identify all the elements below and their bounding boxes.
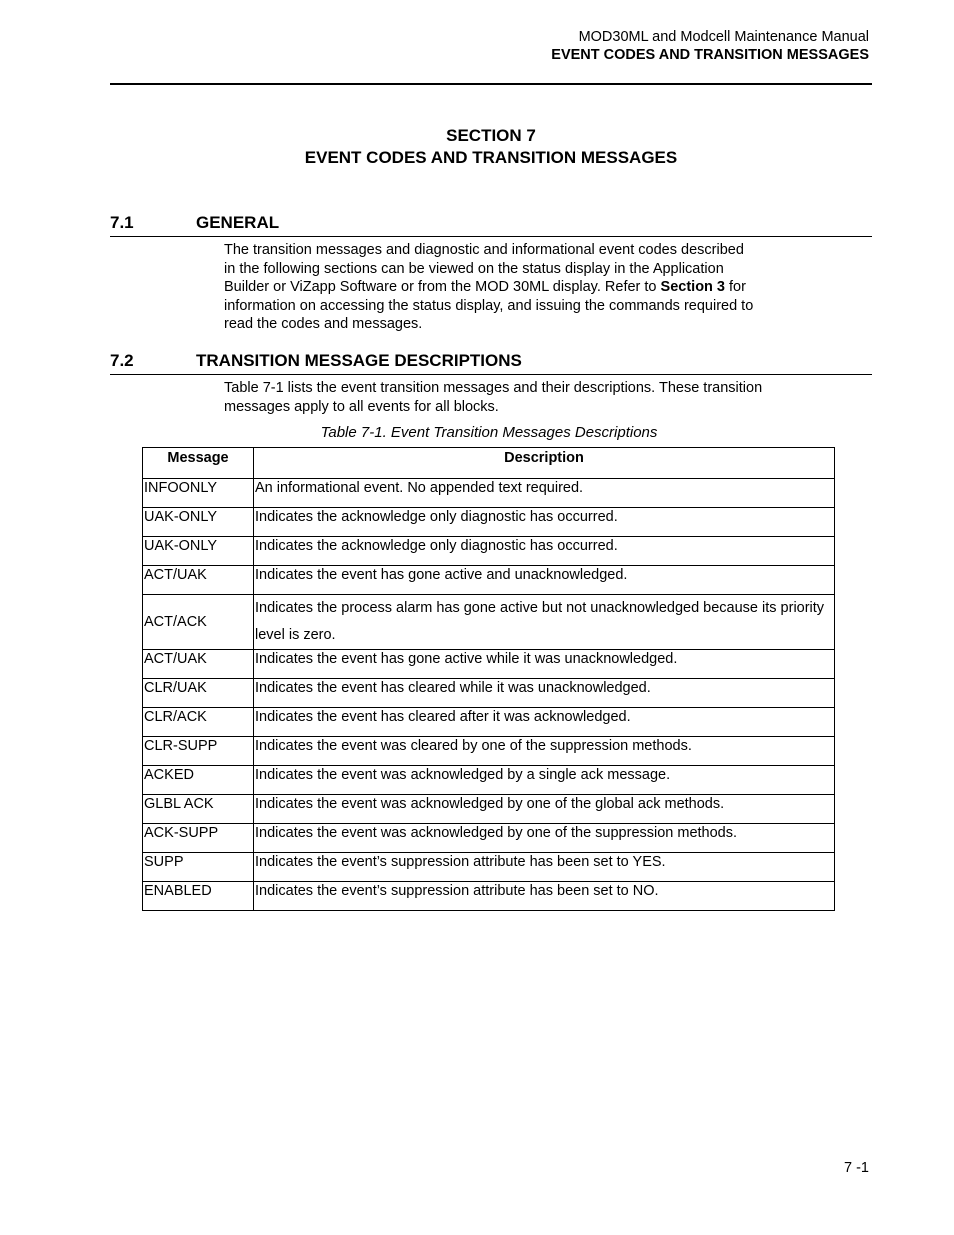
- heading-text: GENERAL: [196, 213, 280, 232]
- heading-text: TRANSITION MESSAGE DESCRIPTIONS: [196, 351, 522, 370]
- running-header: [551, 28, 869, 64]
- table-row: [143, 882, 835, 911]
- heading-general: [110, 212, 872, 237]
- message-cell: ACKED: [143, 766, 254, 795]
- column-header-description: Description: [254, 448, 835, 479]
- header-rule: [110, 83, 872, 85]
- transition-paragraph: [224, 379, 814, 416]
- table-row: [143, 479, 835, 508]
- table-row: [143, 679, 835, 708]
- text-line: in the following sections can be viewed on the status display in the Application: [224, 260, 724, 277]
- table-row: [143, 824, 835, 853]
- message-cell: ACT/UAK: [143, 650, 254, 679]
- description-cell: Indicates the event has gone active while it was unacknowledged.: [254, 650, 835, 679]
- table-row: [143, 566, 835, 595]
- table-caption: Table 7-1. Event Transition Messages Descriptions: [320, 424, 658, 441]
- text-line: read the codes and messages.: [224, 316, 423, 332]
- page-number: 7 -1: [844, 1160, 869, 1176]
- description-cell: Indicates the event was cleared by one of the suppression methods.: [254, 737, 835, 766]
- table-row: [143, 508, 835, 537]
- transition-messages-table: [142, 447, 835, 911]
- description-cell: Indicates the event’s suppression attribute has been set to NO.: [254, 882, 835, 911]
- message-cell: CLR/ACK: [143, 708, 254, 737]
- text-line: information on accessing the status display, and issuing the commands required to: [224, 297, 754, 314]
- table-row: [143, 853, 835, 882]
- description-cell: Indicates the acknowledge only diagnostic has occurred.: [254, 508, 835, 537]
- table-row: [143, 766, 835, 795]
- section-reference: Section 3: [660, 279, 725, 295]
- message-cell: SUPP: [143, 853, 254, 882]
- general-paragraph: [224, 241, 814, 334]
- description-cell: Indicates the event was acknowledged by one of the suppression methods.: [254, 824, 835, 853]
- message-cell: INFOONLY: [143, 479, 254, 508]
- heading-transition: [110, 350, 872, 375]
- message-cell: CLR-SUPP: [143, 737, 254, 766]
- text-line: [224, 278, 814, 297]
- description-cell: An informational event. No appended text required.: [254, 479, 835, 508]
- message-cell: UAK-ONLY: [143, 537, 254, 566]
- manual-title: MOD30ML and Modcell Maintenance Manual: [578, 29, 869, 45]
- chapter-title: EVENT CODES AND TRANSITION MESSAGES: [551, 47, 869, 63]
- message-cell: ENABLED: [143, 882, 254, 911]
- description-cell: Indicates the event’s suppression attribute has been set to YES.: [254, 853, 835, 882]
- table-row: [143, 708, 835, 737]
- description-cell: Indicates the event was acknowledged by one of the global ack methods.: [254, 795, 835, 824]
- table-row: [143, 537, 835, 566]
- description-cell: Indicates the acknowledge only diagnostic has occurred.: [254, 537, 835, 566]
- table-row: [143, 737, 835, 766]
- message-cell: ACT/UAK: [143, 566, 254, 595]
- description-cell: Indicates the event has cleared after it was acknowledged.: [254, 708, 835, 737]
- heading-number: 7.2: [110, 351, 134, 370]
- text-line: The transition messages and diagnostic and informational event codes described: [224, 242, 744, 258]
- heading-number: 7.1: [110, 213, 134, 232]
- column-header-message: Message: [143, 448, 254, 479]
- description-cell: Indicates the event was acknowledged by a single ack message.: [254, 766, 835, 795]
- section-title: [110, 125, 872, 169]
- message-cell: ACK-SUPP: [143, 824, 254, 853]
- section-name: EVENT CODES AND TRANSITION MESSAGES: [304, 148, 678, 167]
- text-run: Builder or ViZapp Software or from the MOD 30ML display. Refer to: [224, 279, 661, 295]
- table-header-row: [143, 448, 835, 479]
- message-cell: GLBL ACK: [143, 795, 254, 824]
- text-line: Table 7-1 lists the event transition messages and their descriptions. These transition: [224, 380, 763, 396]
- text-run: for: [725, 279, 746, 295]
- text-line: messages apply to all events for all blocks.: [224, 398, 499, 415]
- description-cell: Indicates the event has gone active and unacknowledged.: [254, 566, 835, 595]
- table-row: [143, 595, 835, 650]
- description-cell: Indicates the process alarm has gone active but not unacknowledged because its priority level is zero.: [254, 595, 835, 650]
- table-row: [143, 650, 835, 679]
- message-cell: UAK-ONLY: [143, 508, 254, 537]
- message-cell: ACT/ACK: [143, 595, 254, 650]
- description-cell: Indicates the event has cleared while it was unacknowledged.: [254, 679, 835, 708]
- table-row: [143, 795, 835, 824]
- message-cell: CLR/UAK: [143, 679, 254, 708]
- section-number: SECTION 7: [446, 126, 536, 145]
